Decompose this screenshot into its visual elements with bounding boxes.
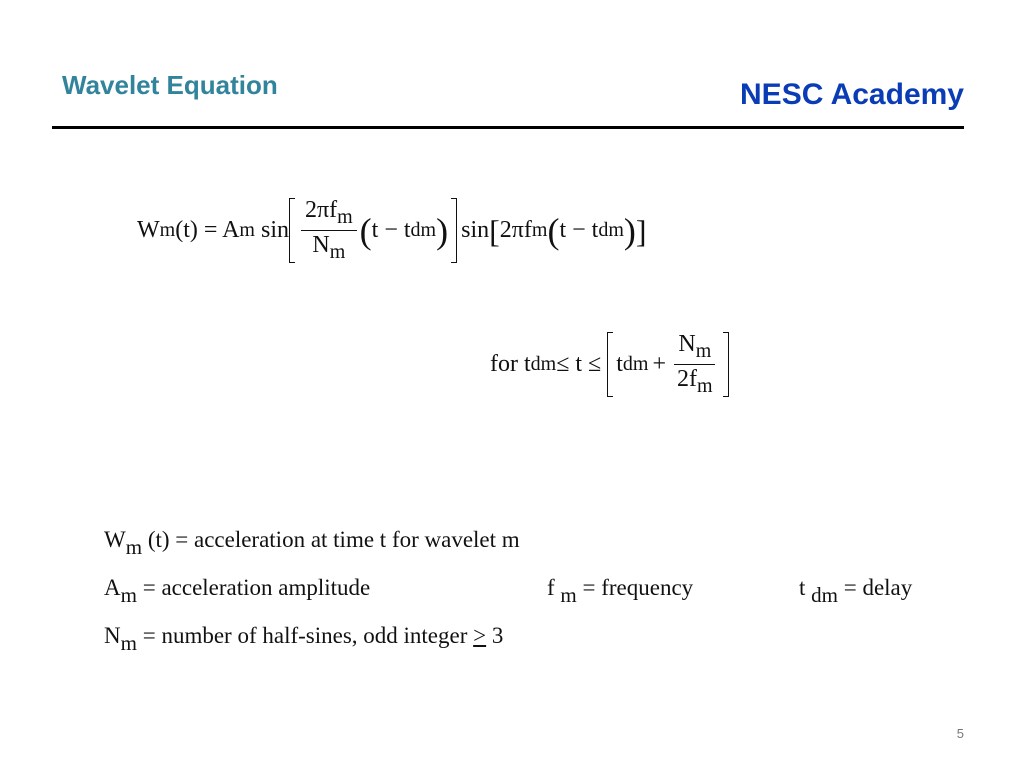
eq-frac-num: 2πf — [305, 197, 338, 223]
eq-right-bracket — [451, 198, 457, 263]
eq-arg-2: t − t — [559, 217, 599, 243]
def-fm-text: = frequency — [576, 575, 694, 600]
def-wm-symbol: W — [104, 527, 126, 552]
slide-title: Wavelet Equation — [62, 70, 278, 100]
cond-t: t — [616, 351, 623, 377]
page-number: 5 — [956, 726, 964, 741]
cond-left-bracket — [607, 332, 613, 397]
def-fm-sub: m — [560, 583, 577, 607]
title-divider — [52, 126, 964, 129]
cond-plus: + — [652, 351, 667, 377]
eq-two-pi-f-sub: m — [531, 219, 548, 241]
cond-middle: ≤ t ≤ — [556, 351, 602, 377]
cond-prefix-sub: dm — [530, 353, 557, 375]
def-am-symbol: A — [104, 575, 121, 600]
eq-amp-sub: m — [239, 219, 255, 241]
eq-frac-num-sub: m — [337, 206, 353, 228]
eq-left-bracket — [289, 198, 295, 263]
eq-lhs-arg: (t) = A — [175, 217, 240, 243]
eq-arg-1-sub: dm — [410, 219, 437, 241]
eq-frac-den-sub: m — [329, 241, 346, 263]
eq-two-pi-f: 2πf — [499, 217, 532, 243]
def-nm-ge: > — [473, 623, 487, 648]
def-tdm-symbol: t — [799, 575, 812, 600]
def-wm-sub: m — [125, 535, 143, 559]
def-wm-text: (t) = acceleration at time t for wavelet m — [142, 527, 520, 552]
cond-prefix: for t — [490, 351, 531, 377]
def-tdm-sub: dm — [811, 583, 838, 607]
eq-lhs: W — [137, 217, 160, 243]
brand-logo-text: NESC Academy — [740, 78, 964, 111]
def-am-sub: m — [120, 583, 137, 607]
cond-den-sub: m — [697, 375, 713, 397]
eq-frac-den: N — [312, 232, 330, 258]
eq-arg-2-sub: dm — [598, 219, 624, 241]
validity-condition — [490, 332, 729, 397]
def-nm-text: = number of half-sines, odd integer — [136, 623, 474, 648]
eq-sin-1: sin — [260, 217, 289, 243]
eq-arg-1: t − t — [371, 217, 411, 243]
wavelet-equation: W m (t) = A m sin $\frac{2\pi f_m}{N_m}$ ( t − t dm ) sin [ 2πf m ( t − t dm ) ] — [137, 197, 647, 263]
def-fm-symbol: f — [547, 575, 561, 600]
def-nm-symbol: N — [104, 623, 121, 648]
def-am-text: = acceleration amplitude — [136, 575, 371, 600]
def-nm-value: 3 — [486, 623, 504, 648]
cond-right-bracket — [723, 332, 729, 397]
cond-num-sub: m — [695, 340, 712, 362]
def-tdm-text: = delay — [837, 575, 913, 600]
def-nm-sub: m — [120, 631, 137, 655]
cond-den: 2f — [677, 366, 698, 392]
cond-t-sub: dm — [622, 353, 649, 375]
cond-num: N — [678, 331, 696, 357]
eq-fraction — [301, 198, 357, 263]
eq-lhs-sub: m — [159, 219, 176, 241]
cond-fraction — [673, 332, 717, 397]
eq-sin-2: sin — [461, 217, 490, 243]
